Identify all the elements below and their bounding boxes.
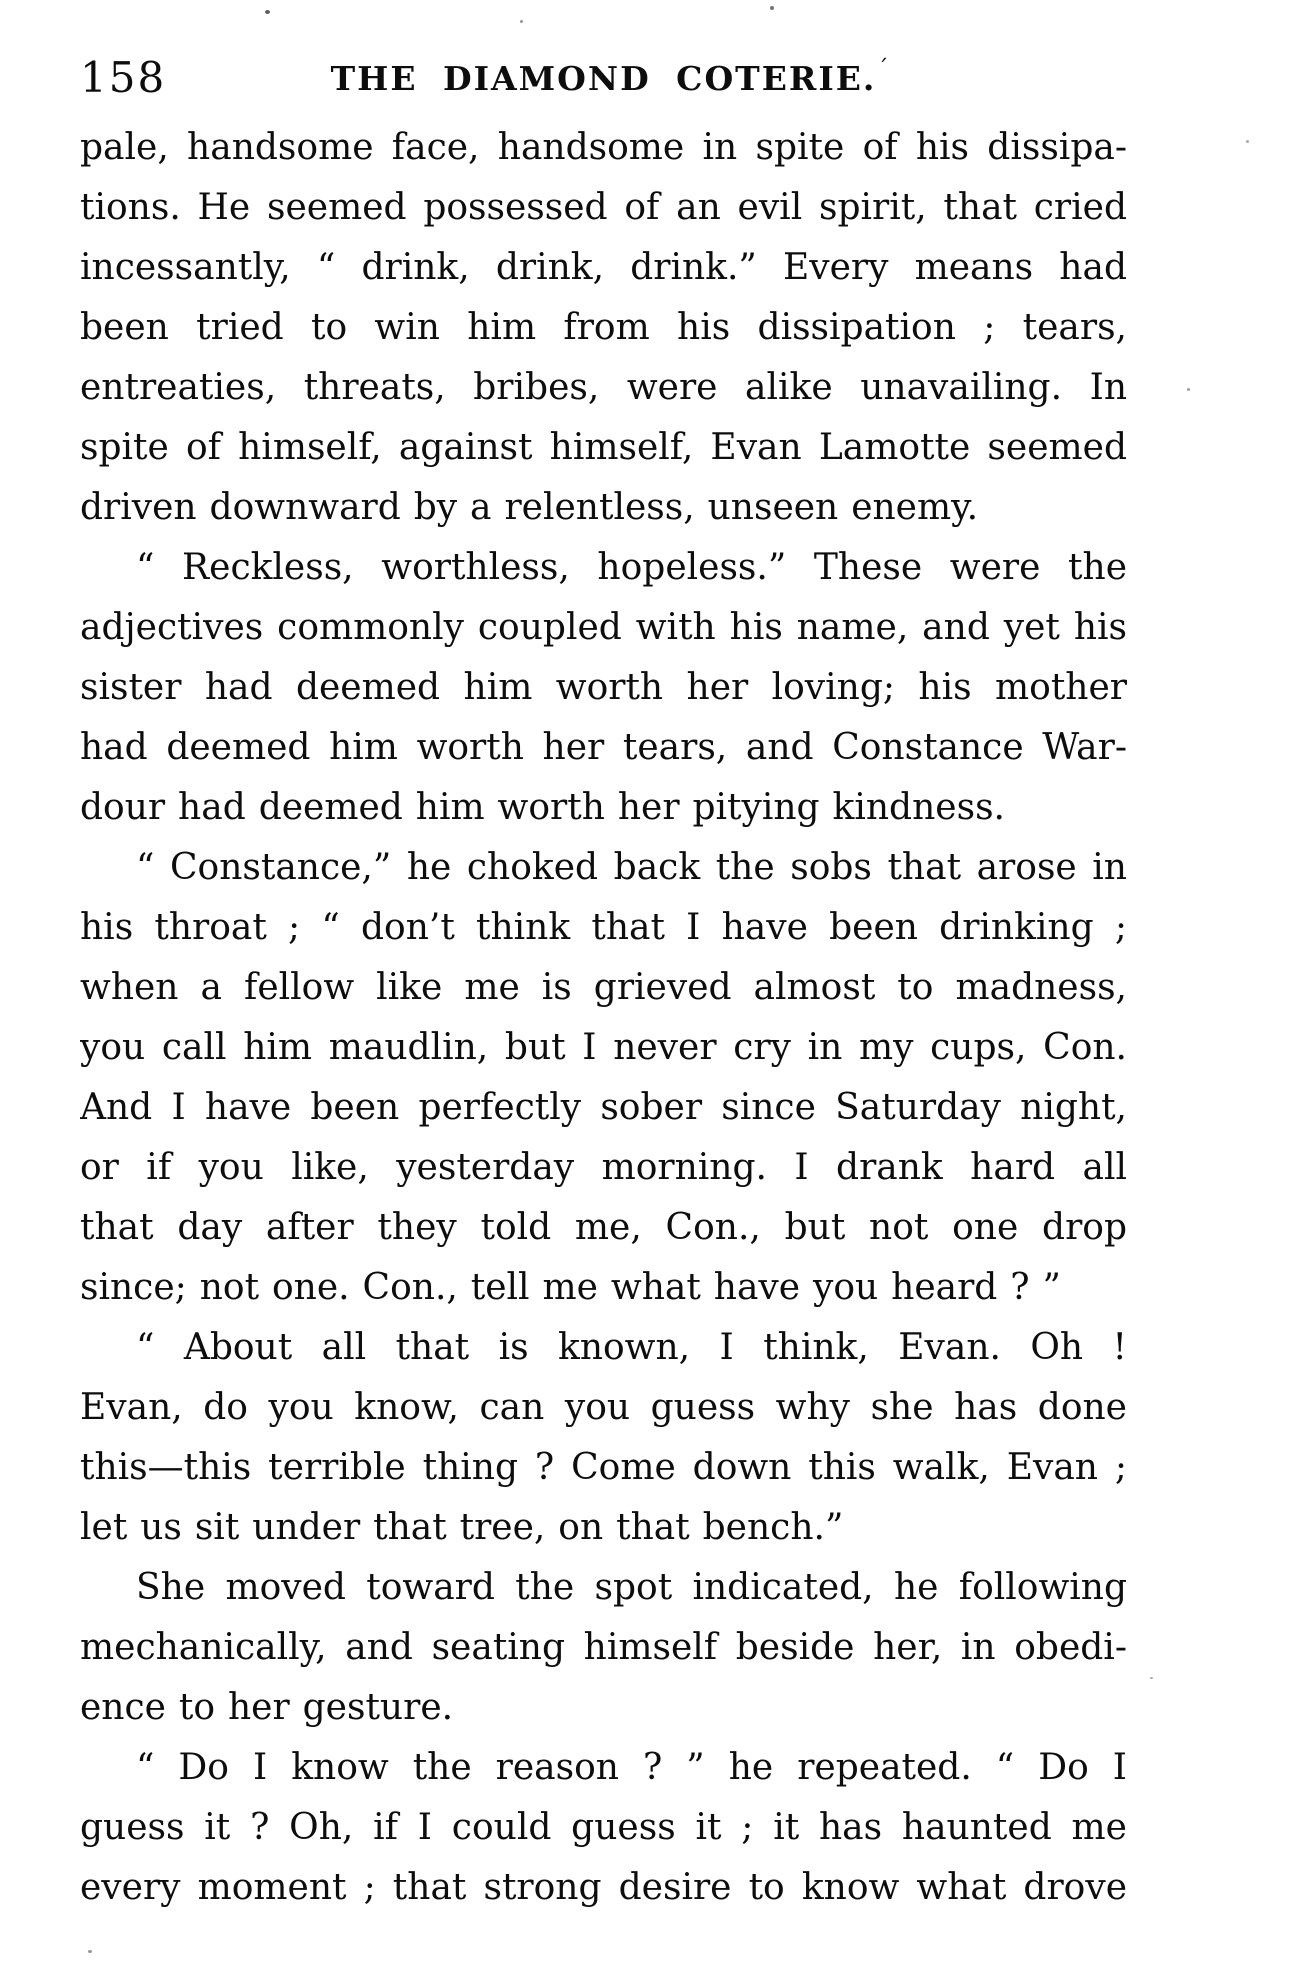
page-number: 158 [80, 53, 167, 102]
text-line: And I have been perfectly sober since Saturday night, [80, 1087, 1127, 1128]
text-line: tions. He seemed possessed of an evil spirit, that cried [80, 187, 1127, 228]
text-line: this—this terrible thing ? Come down this walk, Evan ; [80, 1447, 1127, 1488]
text-line: spite of himself, against himself, Evan Lamotte seemed [80, 427, 1127, 468]
text-line: since; not one. Con., tell me what have you heard ? ” [80, 1267, 1061, 1308]
text-line: She moved toward the spot indicated, he following [136, 1567, 1127, 1608]
scan-speck [143, 628, 146, 631]
text-line: you call him maudlin, but I never cry in my cups, Con. [80, 1027, 1127, 1068]
scan-speck [88, 1950, 92, 1953]
text-line: dour had deemed him worth her pitying kindness. [80, 787, 1005, 828]
text-line: had deemed him worth her tears, and Constance War- [80, 727, 1127, 768]
text-line: his throat ; “ don’t think that I have been drinking ; [80, 907, 1127, 948]
text-line: mechanically, and seating himself beside her, in obedi- [80, 1627, 1127, 1668]
text-line: Evan, do you know, can you guess why she has done [80, 1387, 1127, 1428]
text-line: driven downward by a relentless, unseen enemy. [80, 487, 979, 528]
text-line: been tried to win him from his dissipation ; tears, [80, 307, 1127, 348]
text-line: let us sit under that tree, on that bench.” [80, 1507, 844, 1548]
text-line: pale, handsome face, handsome in spite of his dissipa- [80, 127, 1127, 168]
scan-speck [520, 20, 523, 23]
text-line: sister had deemed him worth her loving; his mother [80, 667, 1127, 708]
text-line: every moment ; that strong desire to know what drove [80, 1867, 1127, 1908]
text-line: “ Reckless, worthless, hopeless.” These were the [136, 547, 1127, 588]
text-line: or if you like, yesterday morning. I drank hard all [80, 1147, 1127, 1188]
text-line: ence to her gesture. [80, 1687, 454, 1728]
text-line: entreaties, threats, bribes, were alike unavailing. In [80, 367, 1127, 408]
stray-ink-mark: ´ [877, 57, 891, 82]
text-line: that day after they told me, Con., but not one drop [80, 1207, 1127, 1248]
running-title-text: THE DIAMOND COTERIE. [330, 59, 877, 98]
text-line: incessantly, “ drink, drink, drink.” Every means had [80, 247, 1127, 288]
text-line: adjectives commonly coupled with his name, and yet his [80, 607, 1127, 648]
scan-speck [1150, 1677, 1153, 1679]
text-line: guess it ? Oh, if I could guess it ; it has haunted me [80, 1807, 1127, 1848]
scan-speck [1187, 388, 1190, 391]
running-title [330, 57, 891, 103]
text-line: when a fellow like me is grieved almost to madness, [80, 967, 1127, 1008]
text-line: “ Constance,” he choked back the sobs that arose in [136, 847, 1127, 888]
scan-speck [770, 6, 774, 10]
text-line: “ Do I know the reason ? ” he repeated. “ Do I [136, 1747, 1127, 1788]
text-line: “ About all that is known, I think, Evan. Oh ! [136, 1327, 1127, 1368]
page-text [80, 118, 1127, 1918]
scan-speck [265, 10, 270, 14]
scan-speck [1246, 140, 1249, 143]
